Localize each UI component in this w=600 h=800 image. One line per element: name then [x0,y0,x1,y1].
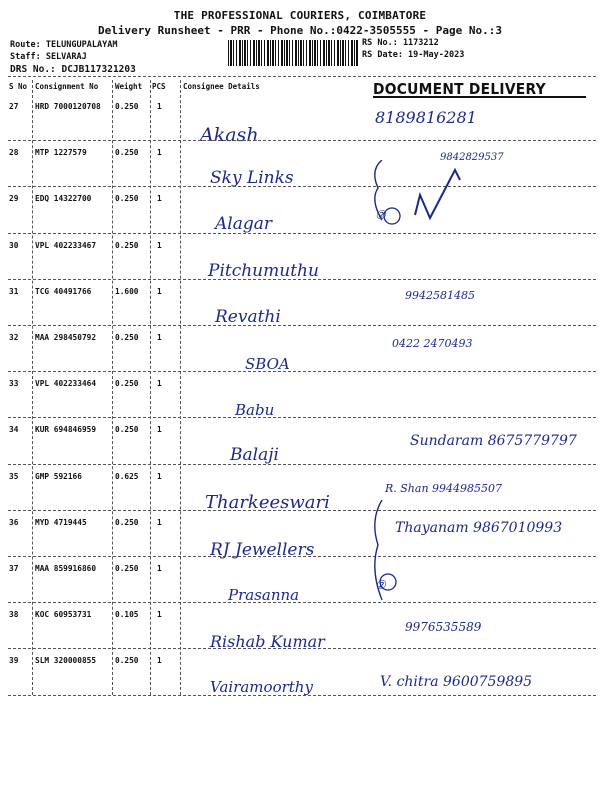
drs-number: DRS No.: DCJB117321203 [10,64,136,75]
row-divider [8,695,596,696]
row-pcs: 1 [157,286,162,296]
row-consignment-number: SLM 320000855 [35,656,97,666]
row-divider [8,464,596,465]
row-consignee-name: Prasanna [228,586,300,604]
row-consignment-number: MTP 1227579 [35,148,87,158]
row-consignment-number: VPL 402233467 [35,240,97,250]
row-pcs: 1 [157,102,162,111]
row-divider [8,371,596,372]
row-pcs: 1 [157,656,162,666]
row-consignee-name: Babu [235,401,275,420]
row-weight: 0.625 [115,471,139,481]
row-receiver-signature: R. Shan 9944985507 [385,481,503,495]
row-consignment-number: MAA 298450792 [35,333,97,342]
row-pcs: 1 [157,517,162,527]
row-serial-number: 38 [9,610,19,620]
row-consignee-name: Sky Links [210,168,294,189]
col-header-weight: Weight [115,82,143,91]
row-divider [8,279,596,280]
row-divider [8,417,596,418]
row-divider [8,510,596,511]
row-serial-number: 39 [9,656,19,666]
row-consignment-number: EDQ 14322700 [35,194,92,204]
row-weight: 0.250 [115,148,139,158]
row-pcs: 1 [157,379,162,389]
row-receiver-signature: 9976535589 [405,620,482,635]
row-consignment-number: MAA 859916860 [35,564,97,573]
row-pcs: 1 [157,333,162,342]
row-serial-number: 30 [9,240,19,250]
row-receiver-signature: Sundaram 8675779797 [410,433,577,450]
row-divider [8,648,596,649]
row-weight: 0.250 [115,379,139,389]
row-weight: 0.250 [115,194,139,204]
row-receiver-signature: 0422 2470493 [392,337,473,350]
row-pcs: 1 [157,240,162,250]
row-consignee-name: Tharkeeswari [205,491,330,513]
row-receiver-signature: 9842829537 [440,152,504,164]
row-consignee-name: Alagar [215,214,272,235]
row-pcs: 1 [157,610,162,620]
staff-label: Staff: SELVARAJ [10,52,87,62]
row-receiver-signature: 8189816281 [375,108,477,127]
row-pcs: 1 [157,148,162,158]
col-header-consignment: Consignment No [35,82,99,91]
rs-number: RS No.: 1173212 [362,38,439,48]
row-consignee-name: RJ Jewellers [210,539,315,560]
row-receiver-signature: V. chitra 9600759895 [380,674,533,691]
row-serial-number: 27 [9,102,19,111]
row-divider [8,602,596,603]
row-serial-number: 29 [9,194,19,204]
row-weight: 0.250 [115,102,139,111]
row-weight: 0.250 [115,656,139,666]
rs-date: RS Date: 19-May-2023 [362,50,465,60]
header-divider [8,76,596,77]
row-consignee-name: Vairamoorthy [210,678,313,697]
row-receiver-signature: ② [375,208,386,223]
row-consignee-name: Pitchumuthu [208,260,319,281]
row-pcs: 1 [157,425,162,435]
row-divider [8,556,596,557]
row-serial-number: 28 [9,148,19,158]
row-consignment-number: HRD 7000120708 [35,102,101,111]
stamp-underline [373,96,586,98]
row-consignee-name: Revathi [215,306,281,327]
row-weight: 0.250 [115,425,139,435]
page-title: THE PROFESSIONAL COURIERS, COIMBATORE [173,9,427,22]
page-subtitle: Delivery Runsheet - PRR - Phone No.:0422-3505555 - Page No.:3 [98,24,502,37]
row-serial-number: 31 [9,286,19,296]
row-weight: 0.250 [115,517,139,527]
row-weight: 0.250 [115,564,139,573]
row-serial-number: 34 [9,425,19,435]
row-weight: 0.250 [115,240,139,250]
col-header-sno: S No [9,82,28,91]
row-receiver-signature: ② [375,578,386,592]
row-pcs: 1 [157,194,162,204]
row-serial-number: 33 [9,379,19,389]
row-consignment-number: VPL 402233464 [35,379,97,389]
row-pcs: 1 [157,564,162,573]
document-delivery-stamp: DOCUMENT DELIVERY [373,80,546,98]
row-serial-number: 35 [9,471,19,481]
row-divider [8,140,596,141]
col-header-pcs: PCS [152,82,166,91]
row-serial-number: 32 [9,333,19,342]
row-consignee-name: SBOA [245,355,290,373]
col-header-consignee: Consignee Details [183,82,260,91]
row-consignee-name: Balaji [230,445,279,466]
row-consignee-name: Rishab Kumar [210,632,325,652]
row-consignment-number: GMP 592166 [35,471,82,481]
row-consignment-number: KUR 694846959 [35,425,97,435]
bracket-signature [370,500,400,610]
row-consignment-number: MYD 4719445 [35,517,87,527]
row-consignment-number: KOC 60953731 [35,610,92,620]
route-label: Route: TELUNGUPALAYAM [10,40,118,50]
row-consignee-name: Akash [200,124,259,146]
barcode-image [228,40,358,66]
row-weight: 0.105 [115,610,139,620]
bracket-signature [370,160,570,240]
row-weight: 1.600 [115,286,139,296]
row-divider [8,325,596,326]
row-receiver-signature: Thayanam 9867010993 [395,519,563,536]
row-pcs: 1 [157,471,162,481]
row-consignment-number: TCG 40491766 [35,286,92,296]
row-serial-number: 36 [9,517,19,527]
row-receiver-signature: 9942581485 [405,288,475,302]
row-serial-number: 37 [9,564,19,573]
row-weight: 0.250 [115,333,139,342]
